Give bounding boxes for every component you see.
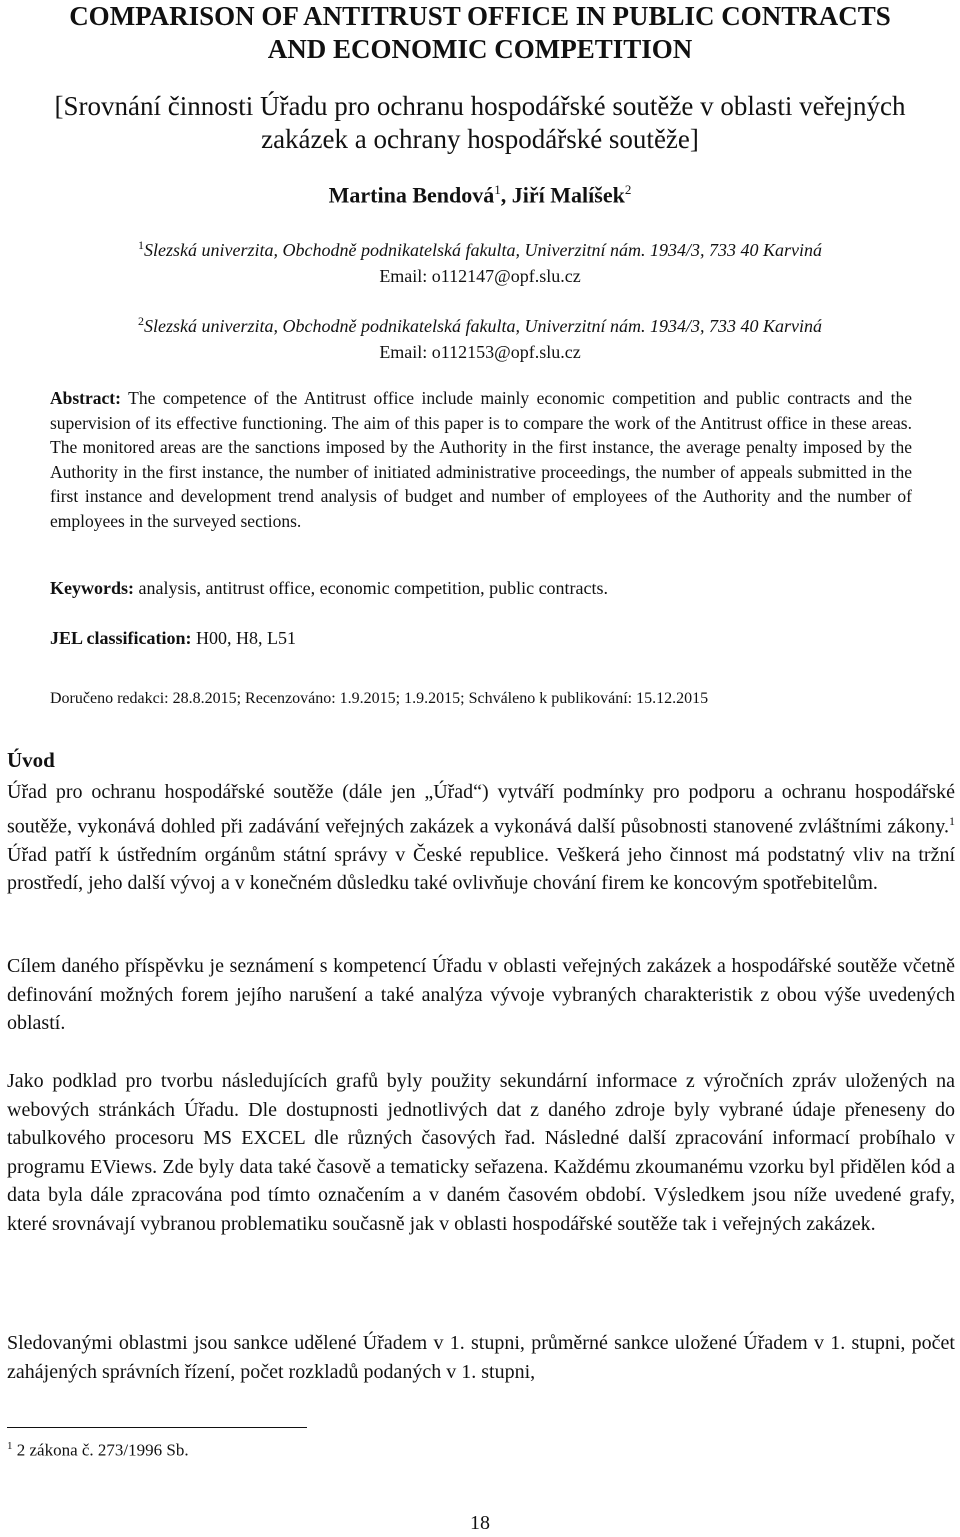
- paragraph-1: [7, 778, 955, 898]
- affiliation-2-sup: 2: [138, 314, 145, 328]
- footnote-1-text: 2 zákona č. 273/1996 Sb.: [12, 1440, 189, 1460]
- affiliation-1-sup: 1: [138, 238, 145, 252]
- affiliation-1-email: Email: o112147@opf.slu.cz: [379, 266, 581, 286]
- affiliation-2: [0, 308, 960, 365]
- footnote-1: [7, 1440, 189, 1461]
- paper-title: [0, 0, 960, 66]
- author-1: Martina Bendová: [328, 182, 495, 208]
- paragraph-1-part-b: Úřad patří k ústředním orgánům státní správy v České republice. Veškerá jeho činnost má podstatný vliv na tržní prostředí, jeho další vývoj a v konečném důsledku také ovlivňuje chování firem ke koncovým spotřebitelům.: [7, 843, 955, 895]
- abstract: [50, 386, 912, 534]
- author-separator: ,: [500, 182, 512, 208]
- abstract-text: The competence of the Antitrust office include mainly economic competition and public contracts and the supervision of its effective functioning. The aim of this paper is to compare the work of the Antitrust office in these areas. The monitored areas are the sanctions imposed by the Authority in the first instance, the average penalty imposed by the Authority in the first instance, the number of initiated administrative proceedings, the number of appeals submitted in the first instance and development trend analysis of budget and number of employees of the Authority and the number of employees in the surveyed sections.: [50, 388, 912, 531]
- paragraph-3: Jako podklad pro tvorbu následujících grafů byly použity sekundární informace z výročních zpráv uložených na webových stránkách Úřadu. Dle dostupnosti jednotlivých dat z daného zdroje byly vybrané údaje přeneseny do tabulkového procesoru MS EXCEL dle různých časových řad. Následné další zpracování informací probíhalo v programu EViews. Zde byly data také časově a tematicky seřazena. Každému zkoumanému vzorku byl přidělen kód a data byla dále zpracována pod tímto označením a v daném časovém období. Výsledkem jsou níže uvedené grafy, které srovnávají vybranou problematiku současně jak v oblasti hospodářské soutěže tak i veřejných zakázek.: [7, 1070, 955, 1235]
- subtitle-line-2: zakázek a ochrany hospodářské soutěže]: [261, 124, 699, 154]
- footnote-ref-1: 1: [949, 813, 955, 828]
- title-line-2: AND ECONOMIC COMPETITION: [267, 34, 693, 64]
- jel-classification: [50, 628, 296, 649]
- section-heading-uvod: Úvod: [7, 748, 55, 772]
- footnote-1-sup: 1: [7, 1440, 13, 1452]
- footnote-divider: [7, 1427, 307, 1428]
- page-number: 18: [470, 1512, 490, 1534]
- jel-text: H00, H8, L51: [191, 628, 297, 648]
- author-2: Jiří Malíšek: [511, 182, 625, 208]
- title-line-1: COMPARISON OF ANTITRUST OFFICE IN PUBLIC CONTRACTS: [69, 1, 891, 31]
- affiliation-2-email: Email: o112153@opf.slu.cz: [379, 342, 581, 362]
- affiliation-1: [0, 232, 960, 289]
- keywords-text: analysis, antitrust office, economic competition, public contracts.: [134, 578, 609, 598]
- paragraph-4: Sledovanými oblastmi jsou sankce udělené Úřadem v 1. stupni, průměrné sankce uložené Úřadem v 1. stupni, počet zahájených správních řízení, počet rozkladů podaných v 1. stupni,: [7, 1332, 955, 1383]
- jel-label: JEL classification:: [50, 628, 192, 648]
- submission-dates: Doručeno redakci: 28.8.2015; Recenzováno: 1.9.2015; 1.9.2015; Schváleno k publikování: 15.12.2015: [50, 690, 709, 707]
- subtitle-line-1: [Srovnání činnosti Úřadu pro ochranu hospodářské soutěže v oblasti veřejných: [54, 91, 906, 121]
- author-1-sup: 1: [494, 182, 501, 197]
- paragraph-2: Cílem daného příspěvku je seznámení s kompetencí Úřadu v oblasti veřejných zakázek a hospodářské soutěže včetně definování možných forem jejího narušení a také analýza vývoje vybraných charakteristik z obou výše uvedených oblastí.: [7, 955, 955, 1035]
- abstract-label: Abstract:: [50, 388, 121, 408]
- keywords-label: Keywords:: [50, 578, 134, 598]
- paragraph-1-part-a: Úřad pro ochranu hospodářské soutěže (dále jen „Úřad“) vytváří podmínky pro podporu a ochranu hospodářské soutěže, vykonává dohled při zadávání veřejných zakázek a vykonává další působnosti stanovené zvláštními zákony.: [7, 781, 955, 838]
- author-2-sup: 2: [624, 182, 632, 197]
- affiliation-2-institution: Slezská univerzita, Obchodně podnikatelská fakulta, Univerzitní nám. 1934/3, 733 40 Karviná: [144, 316, 822, 336]
- authors: [0, 182, 960, 208]
- czech-subtitle: [0, 90, 960, 156]
- keywords: [50, 578, 608, 599]
- affiliation-1-institution: Slezská univerzita, Obchodně podnikatelská fakulta, Univerzitní nám. 1934/3, 733 40 Karviná: [144, 240, 822, 260]
